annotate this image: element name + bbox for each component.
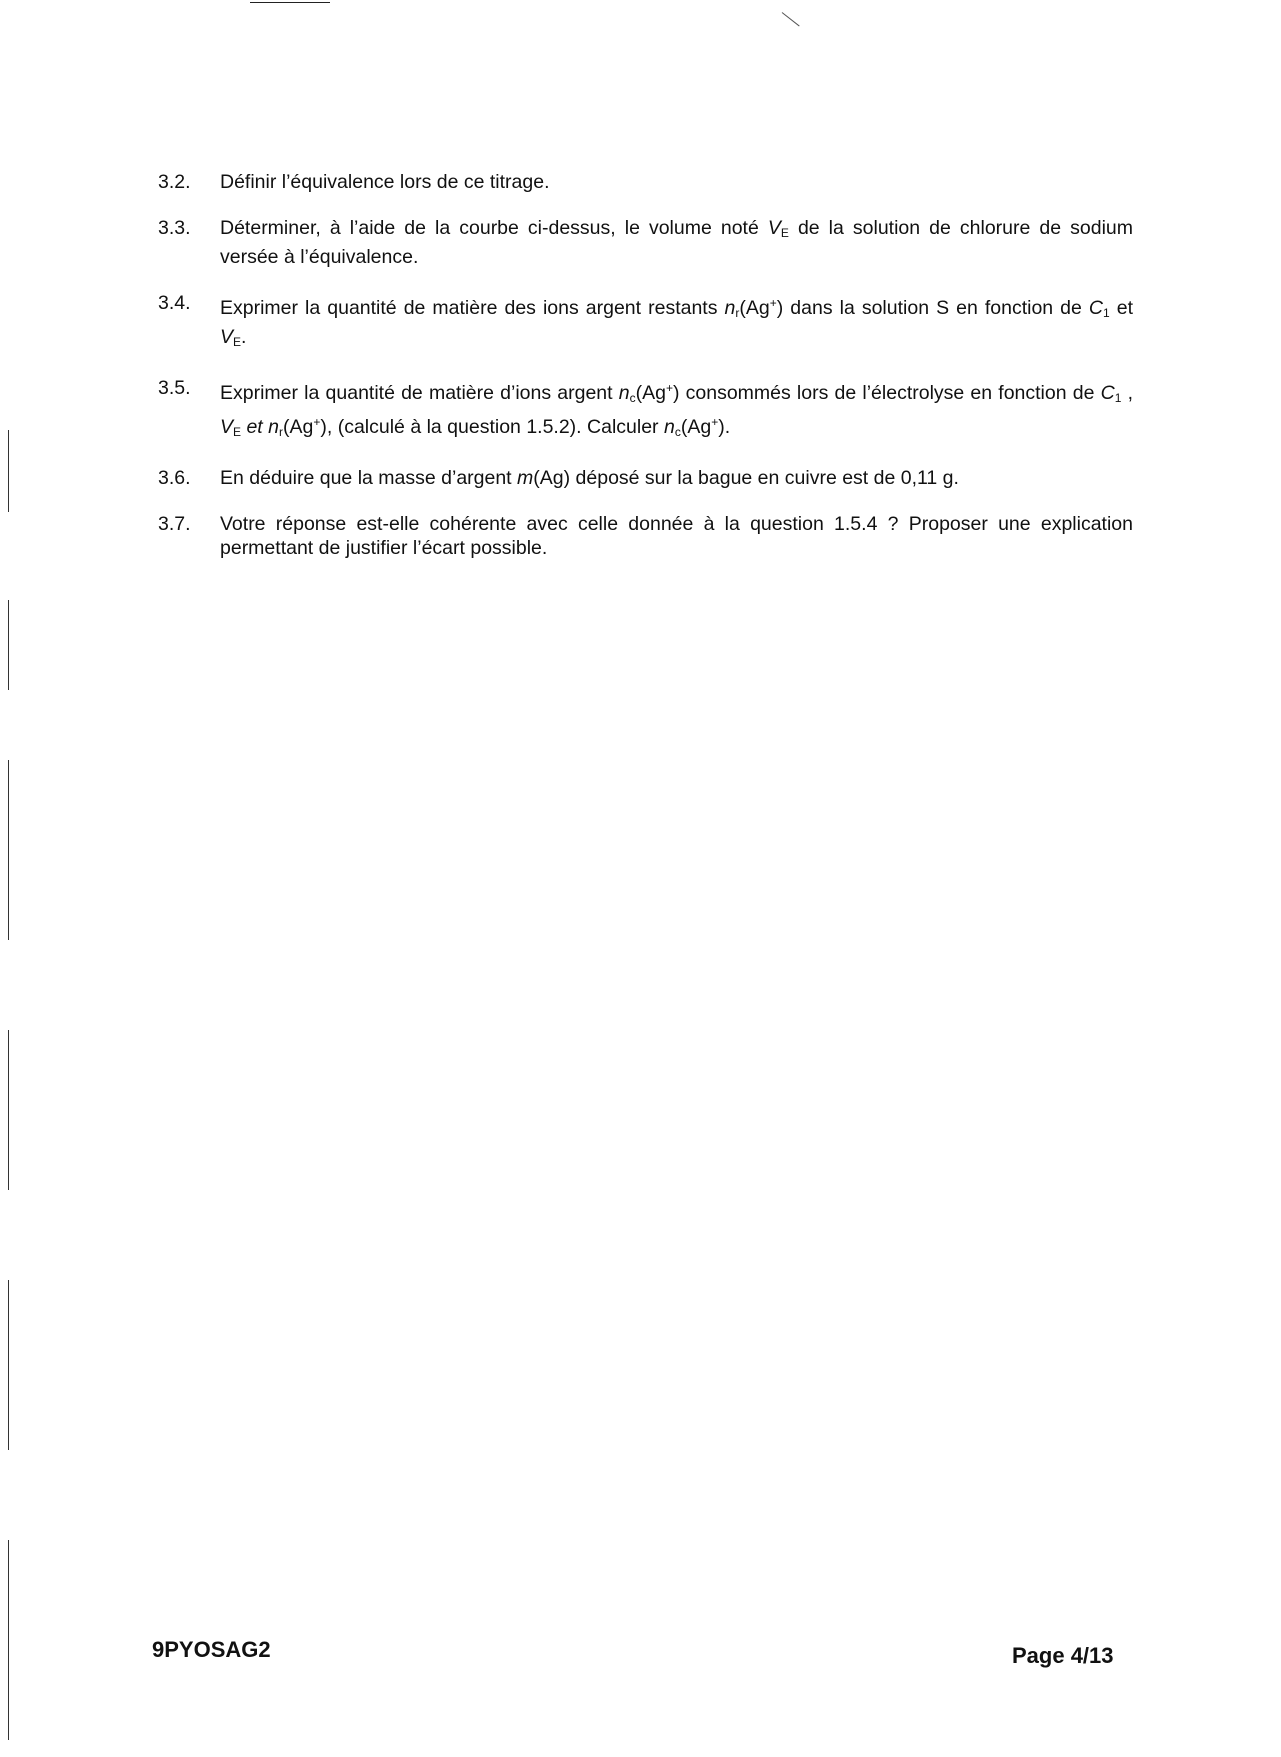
question-number: 3.7. bbox=[158, 513, 191, 535]
margin-mark bbox=[8, 1280, 9, 1450]
question-number: 3.6. bbox=[158, 467, 191, 489]
question-number: 3.3. bbox=[158, 217, 191, 239]
question-text: Exprimer la quantité de matière des ions argent restants $n_r(Ag^+)$ dans la solution S en fonction de $C_1$ et $V_E$. bbox=[220, 296, 1134, 349]
question-text: Votre réponse est-elle cohérente avec celle donnée à la question 1.5.4 ? Proposer une explication permettant de justifier l’écart possible. bbox=[220, 513, 1133, 559]
question-text: Définir l’équivalence lors de ce titrage. bbox=[220, 171, 550, 193]
margin-mark bbox=[8, 1030, 9, 1190]
question-text: Exprimer la quantité de matière d’ions argent $n_c(Ag^+)$ consommés lors de l’électrolyse en fonction de $C_1$ , $V_E$ et $n_r(Ag^+)$, (calculé à la question 1.5.2). Calculer $n_c(Ag^+)$. bbox=[220, 381, 1133, 439]
margin-mark bbox=[8, 430, 9, 512]
page-number: Page 4/13 bbox=[1012, 1643, 1114, 1668]
question-3-5 bbox=[158, 376, 1133, 444]
question-3-6 bbox=[158, 466, 1133, 490]
question-3-3 bbox=[158, 216, 1133, 269]
top-rule bbox=[250, 2, 330, 3]
question-number: 3.4. bbox=[158, 292, 191, 314]
margin-mark bbox=[8, 1540, 9, 1740]
scan-mark bbox=[782, 12, 800, 26]
question-3-4 bbox=[158, 291, 1133, 354]
question-list bbox=[158, 170, 1133, 582]
question-text: Déterminer, à l’aide de la courbe ci-dessus, le volume noté $V_E$ de la solution de chlorure de sodium versée à l’équivalence. bbox=[220, 217, 1133, 268]
document-code: 9PYOSAG2 bbox=[152, 1637, 271, 1662]
question-number: 3.5. bbox=[158, 377, 191, 399]
question-3-7 bbox=[158, 512, 1133, 560]
margin-mark bbox=[8, 600, 9, 690]
question-text: En déduire que la masse d’argent m(Ag) déposé sur la bague en cuivre est de 0,11 g. bbox=[220, 467, 959, 489]
margin-mark bbox=[8, 760, 9, 940]
question-3-2 bbox=[158, 170, 1133, 194]
question-number: 3.2. bbox=[158, 171, 191, 193]
